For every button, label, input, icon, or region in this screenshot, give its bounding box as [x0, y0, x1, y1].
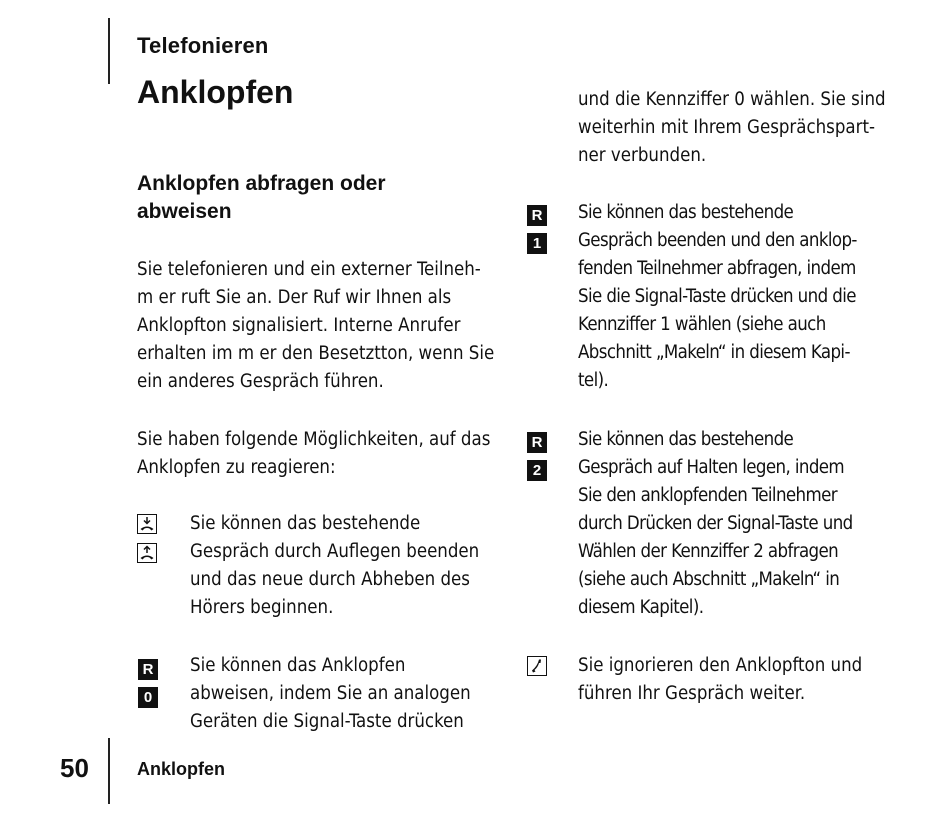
- text-line: diesem Kapitel).: [578, 597, 704, 618]
- text-line: Sie können das bestehende: [578, 202, 794, 223]
- text-line: Hörers beginnen.: [190, 597, 334, 618]
- section-label: Telefonieren: [137, 33, 269, 58]
- text-line: und die Kennziffer 0 wählen. Sie sind: [578, 89, 886, 110]
- text-line: Wählen der Kennziffer 2 abfragen: [578, 541, 839, 562]
- key-2-badge: 2: [527, 460, 547, 481]
- text-line: Sie können das Anklopfen: [190, 655, 406, 676]
- text-line: Sie telefonieren und ein externer Teilneh-: [137, 259, 481, 280]
- options-intro-paragraph: [137, 426, 490, 482]
- text-line: Sie die Signal-Taste drücken und die: [578, 286, 856, 307]
- intro-paragraph: [137, 256, 494, 396]
- key-r-badge: R: [138, 659, 158, 680]
- page-number: 50: [60, 753, 89, 783]
- text-line: Sie den anklopfenden Teilnehmer: [578, 485, 837, 506]
- text-line: Sie ignorieren den Anklopfton und: [578, 655, 863, 676]
- handset-talk-icon: [527, 656, 547, 676]
- option-hold-paragraph: [578, 426, 853, 622]
- text-line: Gespräch beenden und den anklop-: [578, 230, 857, 251]
- key-r-badge: R: [527, 205, 547, 226]
- text-line: Sie können das bestehende: [190, 513, 421, 534]
- text-line: ner verbunden.: [578, 145, 707, 166]
- subheading-line: abweisen: [137, 200, 232, 223]
- key-0-badge: 0: [138, 687, 158, 708]
- text-line: Sie haben folgende Möglichkeiten, auf das: [137, 429, 491, 450]
- text-line: Sie können das bestehende: [578, 429, 794, 450]
- text-line: Anklopfen zu reagieren:: [137, 457, 336, 478]
- text-line: Geräten die Signal-Taste drücken: [190, 711, 464, 732]
- text-line: fenden Teilnehmer abfragen, indem: [578, 258, 856, 279]
- footer-label: Anklopfen: [137, 759, 225, 779]
- text-line: führen Ihr Gespräch weiter.: [578, 683, 806, 704]
- text-line: und das neue durch Abheben des: [190, 569, 470, 590]
- text-line: durch Drücken der Signal-Taste und: [578, 513, 853, 534]
- text-line: ein anderes Gespräch führen.: [137, 371, 384, 392]
- footer-rule: [108, 738, 110, 804]
- option-ignore-paragraph: [578, 652, 862, 708]
- header-rule: [108, 18, 110, 84]
- subheading: [137, 170, 467, 226]
- handset-up-icon: [137, 543, 157, 563]
- text-line: Gespräch auf Halten legen, indem: [578, 457, 845, 478]
- reject-continuation-paragraph: [578, 86, 886, 170]
- subheading-line: Anklopfen abfragen oder: [137, 172, 386, 195]
- text-line: (siehe auch Abschnitt „Makeln“ in: [578, 569, 840, 590]
- page-title: Anklopfen: [137, 74, 294, 110]
- text-line: Anklopfton signalisiert. Interne Anrufer: [137, 315, 461, 336]
- handset-down-icon: [137, 514, 157, 534]
- option-reject-paragraph: [190, 652, 471, 736]
- text-line: abweisen, indem Sie an analogen: [190, 683, 471, 704]
- text-line: Kennziffer 1 wählen (siehe auch: [578, 314, 826, 335]
- option-hangup-paragraph: [190, 510, 479, 622]
- text-line: m er ruft Sie an. Der Ruf wir Ihnen als: [137, 287, 452, 308]
- option-end-paragraph: [578, 199, 857, 395]
- text-line: weiterhin mit Ihrem Gesprächspart-: [578, 117, 875, 138]
- key-1-badge: 1: [527, 233, 547, 254]
- text-line: Abschnitt „Makeln“ in diesem Kapi-: [578, 342, 850, 363]
- text-line: tel).: [578, 370, 609, 391]
- text-line: erhalten im m er den Besetztton, wenn Sie: [137, 343, 495, 364]
- key-r-badge: R: [527, 432, 547, 453]
- text-line: Gespräch durch Auflegen beenden: [190, 541, 480, 562]
